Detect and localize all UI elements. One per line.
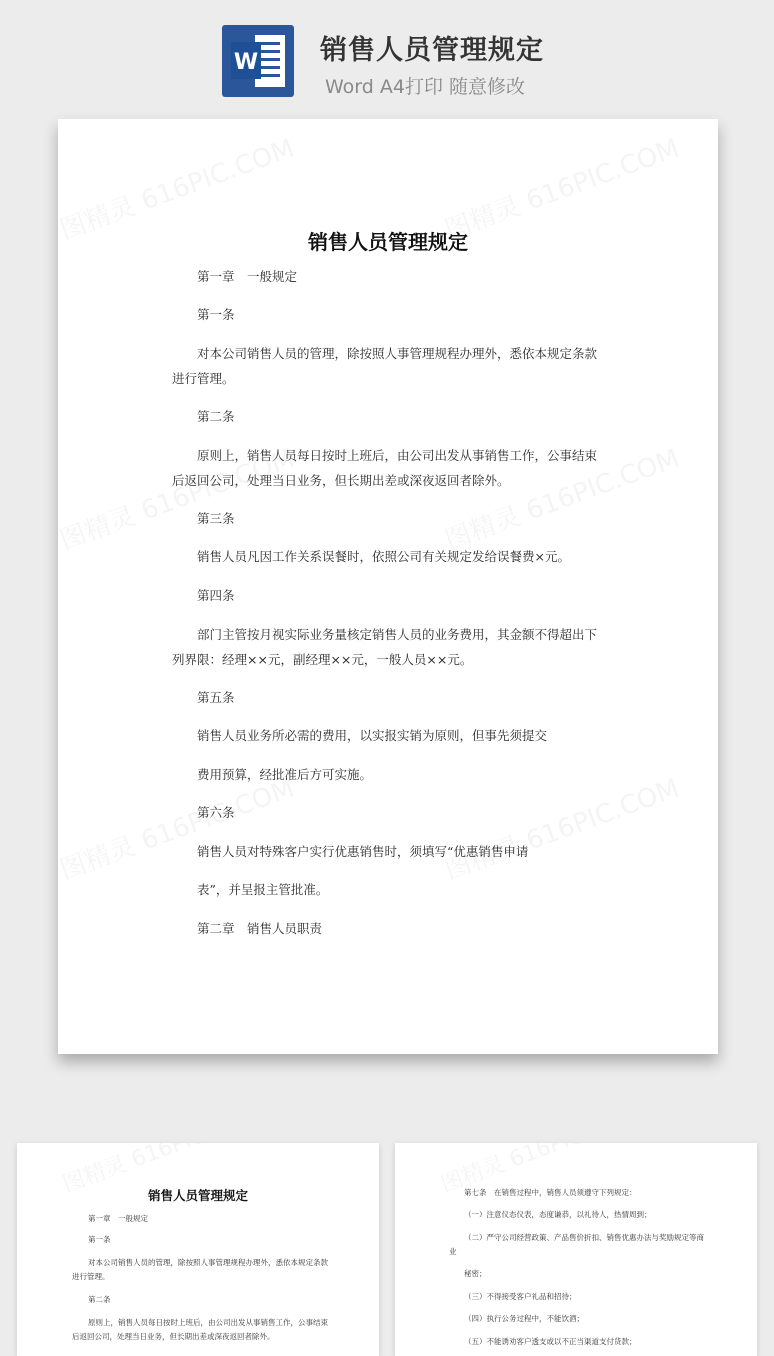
paragraph-line: 原则上，销售人员每日按时上班后，由公司出发从事销售工作，公事结束 — [197, 448, 598, 463]
preview-line: （二）严守公司经营政策、产品售价折扣、销售优惠办法与奖励规定等商 — [464, 1233, 704, 1242]
watermark — [439, 768, 683, 887]
preview-line: 第一条 — [88, 1235, 111, 1244]
word-document-icon — [222, 25, 294, 97]
paragraph-line: 列界限：经理××元，副经理××元，一般人员××元。 — [172, 652, 473, 667]
preview-line: （三）不得接受客户礼品和招待； — [464, 1292, 577, 1301]
preview-line: 第一章 一般规定 — [88, 1214, 148, 1223]
paragraph-line: 销售人员业务所必需的费用，以实报实销为原则，但事先须提交 — [197, 728, 548, 743]
paragraph-line: 销售人员凡因工作关系误餐时，依照公司有关规定发给误餐费×元。 — [197, 549, 570, 564]
preview-page-1 — [17, 1143, 379, 1356]
preview-page-2 — [395, 1143, 757, 1356]
article-heading: 第二条 — [197, 409, 235, 424]
preview-line: （五）不能诱劝客户透支或以不正当渠道支付货款； — [464, 1337, 637, 1346]
document-title: 销售人员管理规定 — [308, 230, 468, 254]
preview-line: （四）执行公务过程中，不能饮酒； — [464, 1314, 584, 1323]
paragraph-line: 表”，并呈报主管批准。 — [197, 882, 329, 897]
header — [0, 0, 774, 110]
article-heading: 第三条 — [197, 511, 235, 526]
preview-line: 后返回公司，处理当日业务，但长期出差或深夜返回者除外。 — [72, 1332, 275, 1341]
paragraph-line: 费用预算，经批准后方可实施。 — [197, 767, 373, 782]
svg-text:W: W — [233, 50, 259, 75]
paragraph-line: 对本公司销售人员的管理，除按照人事管理规程办理外，悉依本规定条款 — [197, 346, 598, 361]
preview-line: 秘密； — [464, 1269, 487, 1278]
preview-line: 原则上，销售人员每日按时上班后，由公司出发从事销售工作，公事结束 — [88, 1318, 328, 1327]
paragraph-line: 部门主管按月视实际业务量核定销售人员的业务费用，其金额不得超出下 — [197, 627, 598, 642]
preview-line: 对本公司销售人员的管理，除按照人事管理规程办理外，悉依本规定条款 — [88, 1258, 328, 1267]
paragraph-line: 进行管理。 — [172, 371, 235, 386]
article-heading: 第四条 — [197, 588, 235, 603]
document-page — [58, 119, 718, 1054]
preview-line: 第二条 — [88, 1295, 111, 1304]
chapter-heading: 第一章 一般规定 — [197, 269, 298, 284]
preview-line: 第七条 在销售过程中，销售人员须遵守下列规定： — [464, 1188, 637, 1197]
page-title: 销售人员管理规定 — [320, 35, 544, 66]
preview-line: 业 — [449, 1247, 457, 1256]
article-heading: 第一条 — [197, 307, 235, 322]
preview-line: （一）注意仪态仪表，态度谦恭，以礼待人，热情周到； — [464, 1210, 652, 1219]
paragraph-line: 销售人员对特殊客户实行优惠销售时，须填写“优惠销售申请 — [197, 844, 529, 859]
page-subtitle: Word A4打印 随意修改 — [325, 76, 526, 98]
preview-title: 销售人员管理规定 — [147, 1188, 248, 1203]
paragraph-line: 后返回公司，处理当日业务，但长期出差或深夜返回者除外。 — [172, 473, 510, 488]
chapter-heading: 第二章 销售人员职责 — [197, 921, 323, 936]
article-heading: 第六条 — [197, 805, 235, 820]
article-heading: 第五条 — [197, 690, 235, 705]
preview-line: 进行管理。 — [72, 1272, 110, 1281]
